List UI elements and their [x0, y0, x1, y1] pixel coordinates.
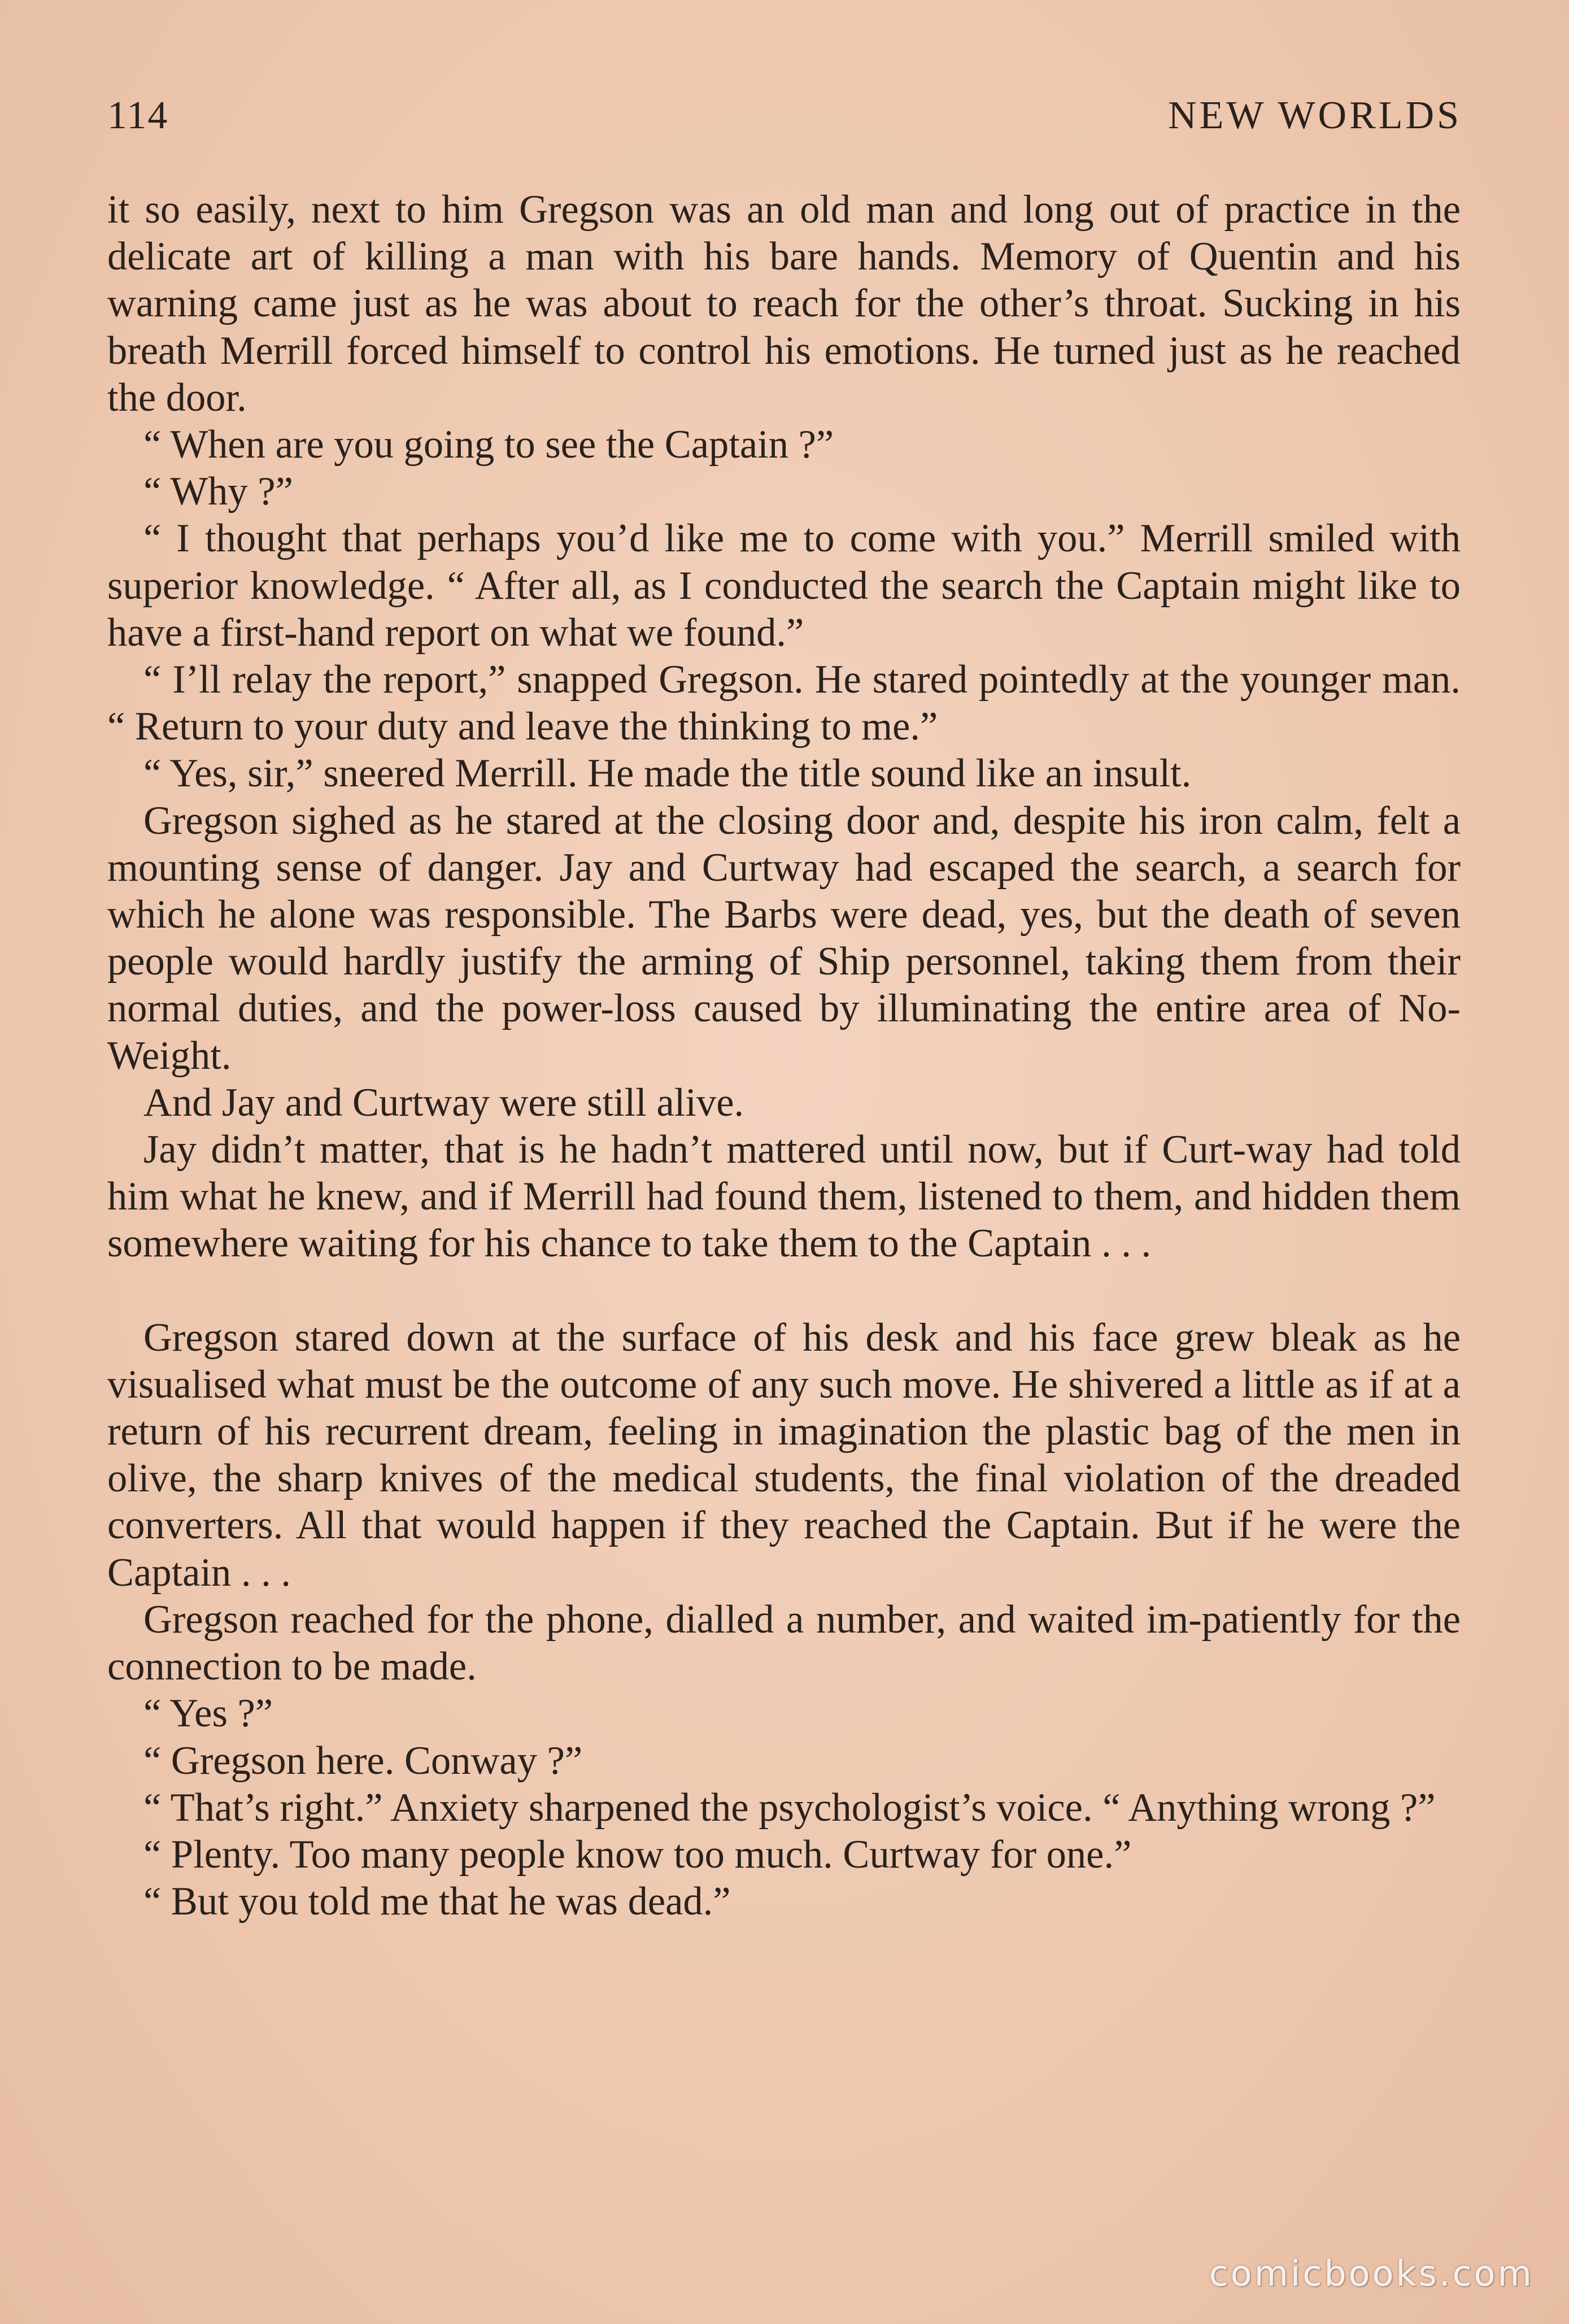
paragraph: it so easily, next to him Gregson was an old man and long out of practice in the delicate art of killing a man with his bare hands. Memory of Quentin and his warning came just as he was about to reach for the other’s throat. Sucking in his breath Merrill forced himself to control his emotions. He turned just as he reached the door.: [107, 188, 1461, 420]
paragraph: “ That’s right.” Anxiety sharpened the psychologist’s voice. “ Anything wrong ?”: [143, 1785, 1436, 1830]
paragraph: Gregson reached for the phone, dialled a number, and waited im-patiently for the connection to be made.: [107, 1597, 1461, 1689]
paragraph: “ Why ?”: [143, 469, 293, 514]
paragraph: And Jay and Curtway were still alive.: [143, 1080, 744, 1125]
paragraph: “ I’ll relay the report,” snapped Gregson. He stared pointedly at the younger man. “ Return to your duty and leave the thinking to me.”: [107, 658, 1461, 749]
paragraph: “ Gregson here. Conway ?”: [143, 1738, 583, 1783]
paragraph: Gregson sighed as he stared at the closing door and, despite his iron calm, felt a mounting sense of danger. Jay and Curtway had escaped the search, a search for which he alone was responsible. The Barbs were dead, yes, but the death of seven people would hardly justify the arming of Ship personnel, taking them from their normal duties, and the power-loss caused by illuminating the entire area of No-Weight.: [107, 798, 1461, 1078]
paragraph: “ Yes, sir,” sneered Merrill. He made the title sound like an insult.: [143, 751, 1192, 796]
paragraph: Jay didn’t matter, that is he hadn’t mattered until now, but if Curt-way had told him what he knew, and if Merrill had found them, listened to them, and hidden them somewhere waiting for his chance to take them to the Captain . . .: [107, 1128, 1461, 1266]
paragraph: “ I thought that perhaps you’d like me to come with you.” Merrill smiled with superior knowledge. “ After all, as I conducted the search the Captain might like to have a first-hand report on what we found.”: [107, 516, 1461, 655]
paragraph: “ When are you going to see the Captain ?”: [143, 423, 834, 467]
body-text: [107, 186, 1461, 1925]
running-title: NEW WORLDS: [1168, 94, 1462, 137]
paragraph: Gregson stared down at the surface of his desk and his face grew bleak as he visualised what must be the outcome of any such move. He shivered a little as if at a return of his recurrent dream, feeling in imagination the plastic bag of the men in olive, the sharp knives of the medical students, the final violation of the dreaded converters. All that would happen if they reached the Captain. But if he were the Captain . . .: [107, 1315, 1461, 1595]
paragraph: “ Yes ?”: [143, 1691, 273, 1736]
watermark: comicbooks.com: [1209, 2253, 1534, 2294]
paragraph: “ Plenty. Too many people know too much. Curtway for one.”: [143, 1832, 1132, 1877]
page-number: 114: [107, 94, 169, 137]
paragraph: “ But you told me that he was dead.”: [143, 1879, 731, 1924]
